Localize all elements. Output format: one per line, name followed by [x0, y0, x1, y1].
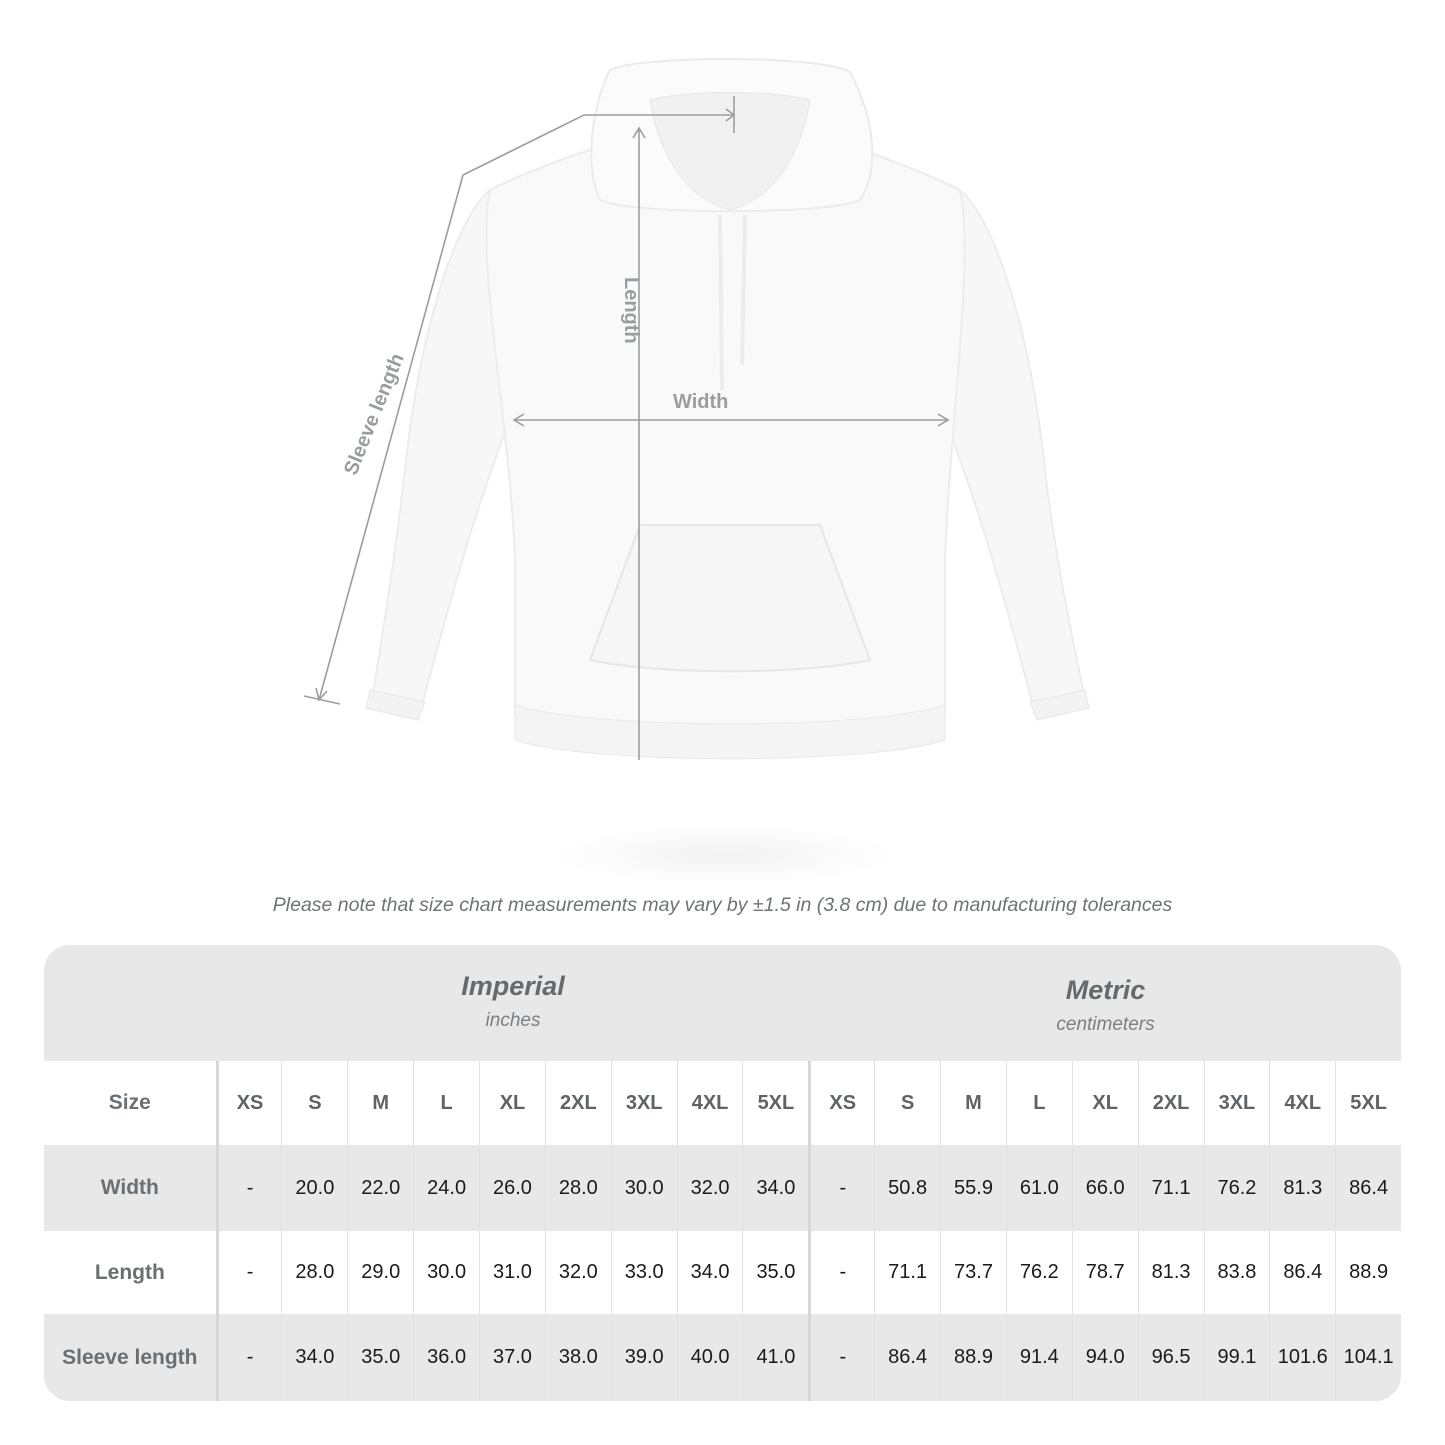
- imperial-size: 2XL: [545, 1061, 611, 1145]
- metric-value: 78.7: [1072, 1231, 1138, 1314]
- metric-value: 94.0: [1072, 1314, 1138, 1401]
- table-header: [44, 945, 1401, 1061]
- metric-value: 76.2: [1204, 1145, 1270, 1231]
- imperial-value: 28.0: [281, 1231, 347, 1314]
- imperial-size: L: [413, 1061, 479, 1145]
- tolerance-note: Please note that size chart measurements may vary by ±1.5 in (3.8 cm) due to manufacturing tolerances: [272, 894, 1173, 916]
- metric-value: -: [808, 1314, 874, 1401]
- imperial-size: S: [281, 1061, 347, 1145]
- metric-value: 73.7: [940, 1231, 1006, 1314]
- imperial-value: 34.0: [742, 1145, 808, 1231]
- metric-value: 81.3: [1138, 1231, 1204, 1314]
- metric-size: L: [1006, 1061, 1072, 1145]
- row-label: Length: [94, 1260, 165, 1284]
- metric-value: 61.0: [1006, 1145, 1072, 1231]
- imperial-value: 22.0: [347, 1145, 413, 1231]
- metric-value: 55.9: [940, 1145, 1006, 1231]
- metric-value: 99.1: [1204, 1314, 1270, 1401]
- imperial-value: 40.0: [677, 1314, 743, 1401]
- imperial-size: XS: [216, 1061, 282, 1145]
- metric-value: 71.1: [874, 1231, 940, 1314]
- imperial-value: 39.0: [611, 1314, 677, 1401]
- imperial-size: 4XL: [677, 1061, 743, 1145]
- metric-size: S: [874, 1061, 940, 1145]
- row-label: Sleeve length: [62, 1345, 198, 1369]
- imperial-value: 35.0: [347, 1314, 413, 1401]
- imperial-value: -: [216, 1231, 282, 1314]
- table-row-width: [44, 1145, 1401, 1231]
- metric-value: 88.9: [940, 1314, 1006, 1401]
- metric-unit: centimeters: [1056, 1014, 1155, 1035]
- metric-value: 91.4: [1006, 1314, 1072, 1401]
- length-label: Length: [620, 277, 642, 344]
- imperial-value: 24.0: [413, 1145, 479, 1231]
- metric-value: 50.8: [874, 1145, 940, 1231]
- size-chart-table: [44, 945, 1401, 1401]
- metric-value: 96.5: [1138, 1314, 1204, 1401]
- imperial-size: 3XL: [611, 1061, 677, 1145]
- metric-size: XS: [808, 1061, 874, 1145]
- imperial-header: [216, 971, 810, 1032]
- metric-value: 81.3: [1269, 1145, 1335, 1231]
- imperial-value: -: [216, 1145, 282, 1231]
- imperial-value: 30.0: [611, 1145, 677, 1231]
- metric-value: 76.2: [1006, 1231, 1072, 1314]
- metric-size: 2XL: [1138, 1061, 1204, 1145]
- imperial-value: 38.0: [545, 1314, 611, 1401]
- metric-value: 71.1: [1138, 1145, 1204, 1231]
- metric-value: 104.1: [1335, 1314, 1401, 1401]
- imperial-value: 32.0: [545, 1231, 611, 1314]
- row-label: Width: [100, 1176, 159, 1199]
- width-label: Width: [673, 391, 729, 413]
- metric-value: 66.0: [1072, 1145, 1138, 1231]
- imperial-size: 5XL: [742, 1061, 808, 1145]
- imperial-value: 30.0: [413, 1231, 479, 1314]
- metric-value: -: [808, 1231, 874, 1314]
- metric-value: 86.4: [874, 1314, 940, 1401]
- sleeve-length-label: Sleeve length: [340, 350, 409, 479]
- metric-value: 86.4: [1269, 1231, 1335, 1314]
- imperial-size: M: [347, 1061, 413, 1145]
- imperial-value: 41.0: [742, 1314, 808, 1401]
- imperial-value: 37.0: [479, 1314, 545, 1401]
- imperial-value: 34.0: [677, 1231, 743, 1314]
- imperial-unit: inches: [485, 1010, 541, 1031]
- metric-size: XL: [1072, 1061, 1138, 1145]
- metric-value: -: [808, 1145, 874, 1231]
- metric-header: [810, 975, 1401, 1036]
- imperial-value: 35.0: [742, 1231, 808, 1314]
- imperial-value: 33.0: [611, 1231, 677, 1314]
- imperial-value: 29.0: [347, 1231, 413, 1314]
- metric-value: 86.4: [1335, 1145, 1401, 1231]
- size-label: Size: [108, 1091, 151, 1114]
- metric-value: 88.9: [1335, 1231, 1401, 1314]
- imperial-value: 36.0: [413, 1314, 479, 1401]
- imperial-value: 32.0: [677, 1145, 743, 1231]
- size-row: [44, 1061, 1401, 1145]
- imperial-value: 28.0: [545, 1145, 611, 1231]
- table-row-length: [44, 1231, 1401, 1314]
- metric-value: 83.8: [1204, 1231, 1270, 1314]
- imperial-value: 26.0: [479, 1145, 545, 1231]
- imperial-title: Imperial: [461, 971, 565, 1001]
- table-row-sleeve-length: [44, 1314, 1401, 1401]
- metric-size: 4XL: [1269, 1061, 1335, 1145]
- metric-size: M: [940, 1061, 1006, 1145]
- imperial-value: 34.0: [281, 1314, 347, 1401]
- metric-value: 101.6: [1269, 1314, 1335, 1401]
- imperial-value: 20.0: [281, 1145, 347, 1231]
- metric-size: 3XL: [1204, 1061, 1270, 1145]
- imperial-value: -: [216, 1314, 282, 1401]
- metric-title: Metric: [1065, 975, 1146, 1005]
- metric-size: 5XL: [1335, 1061, 1401, 1145]
- imperial-value: 31.0: [479, 1231, 545, 1314]
- imperial-size: XL: [479, 1061, 545, 1145]
